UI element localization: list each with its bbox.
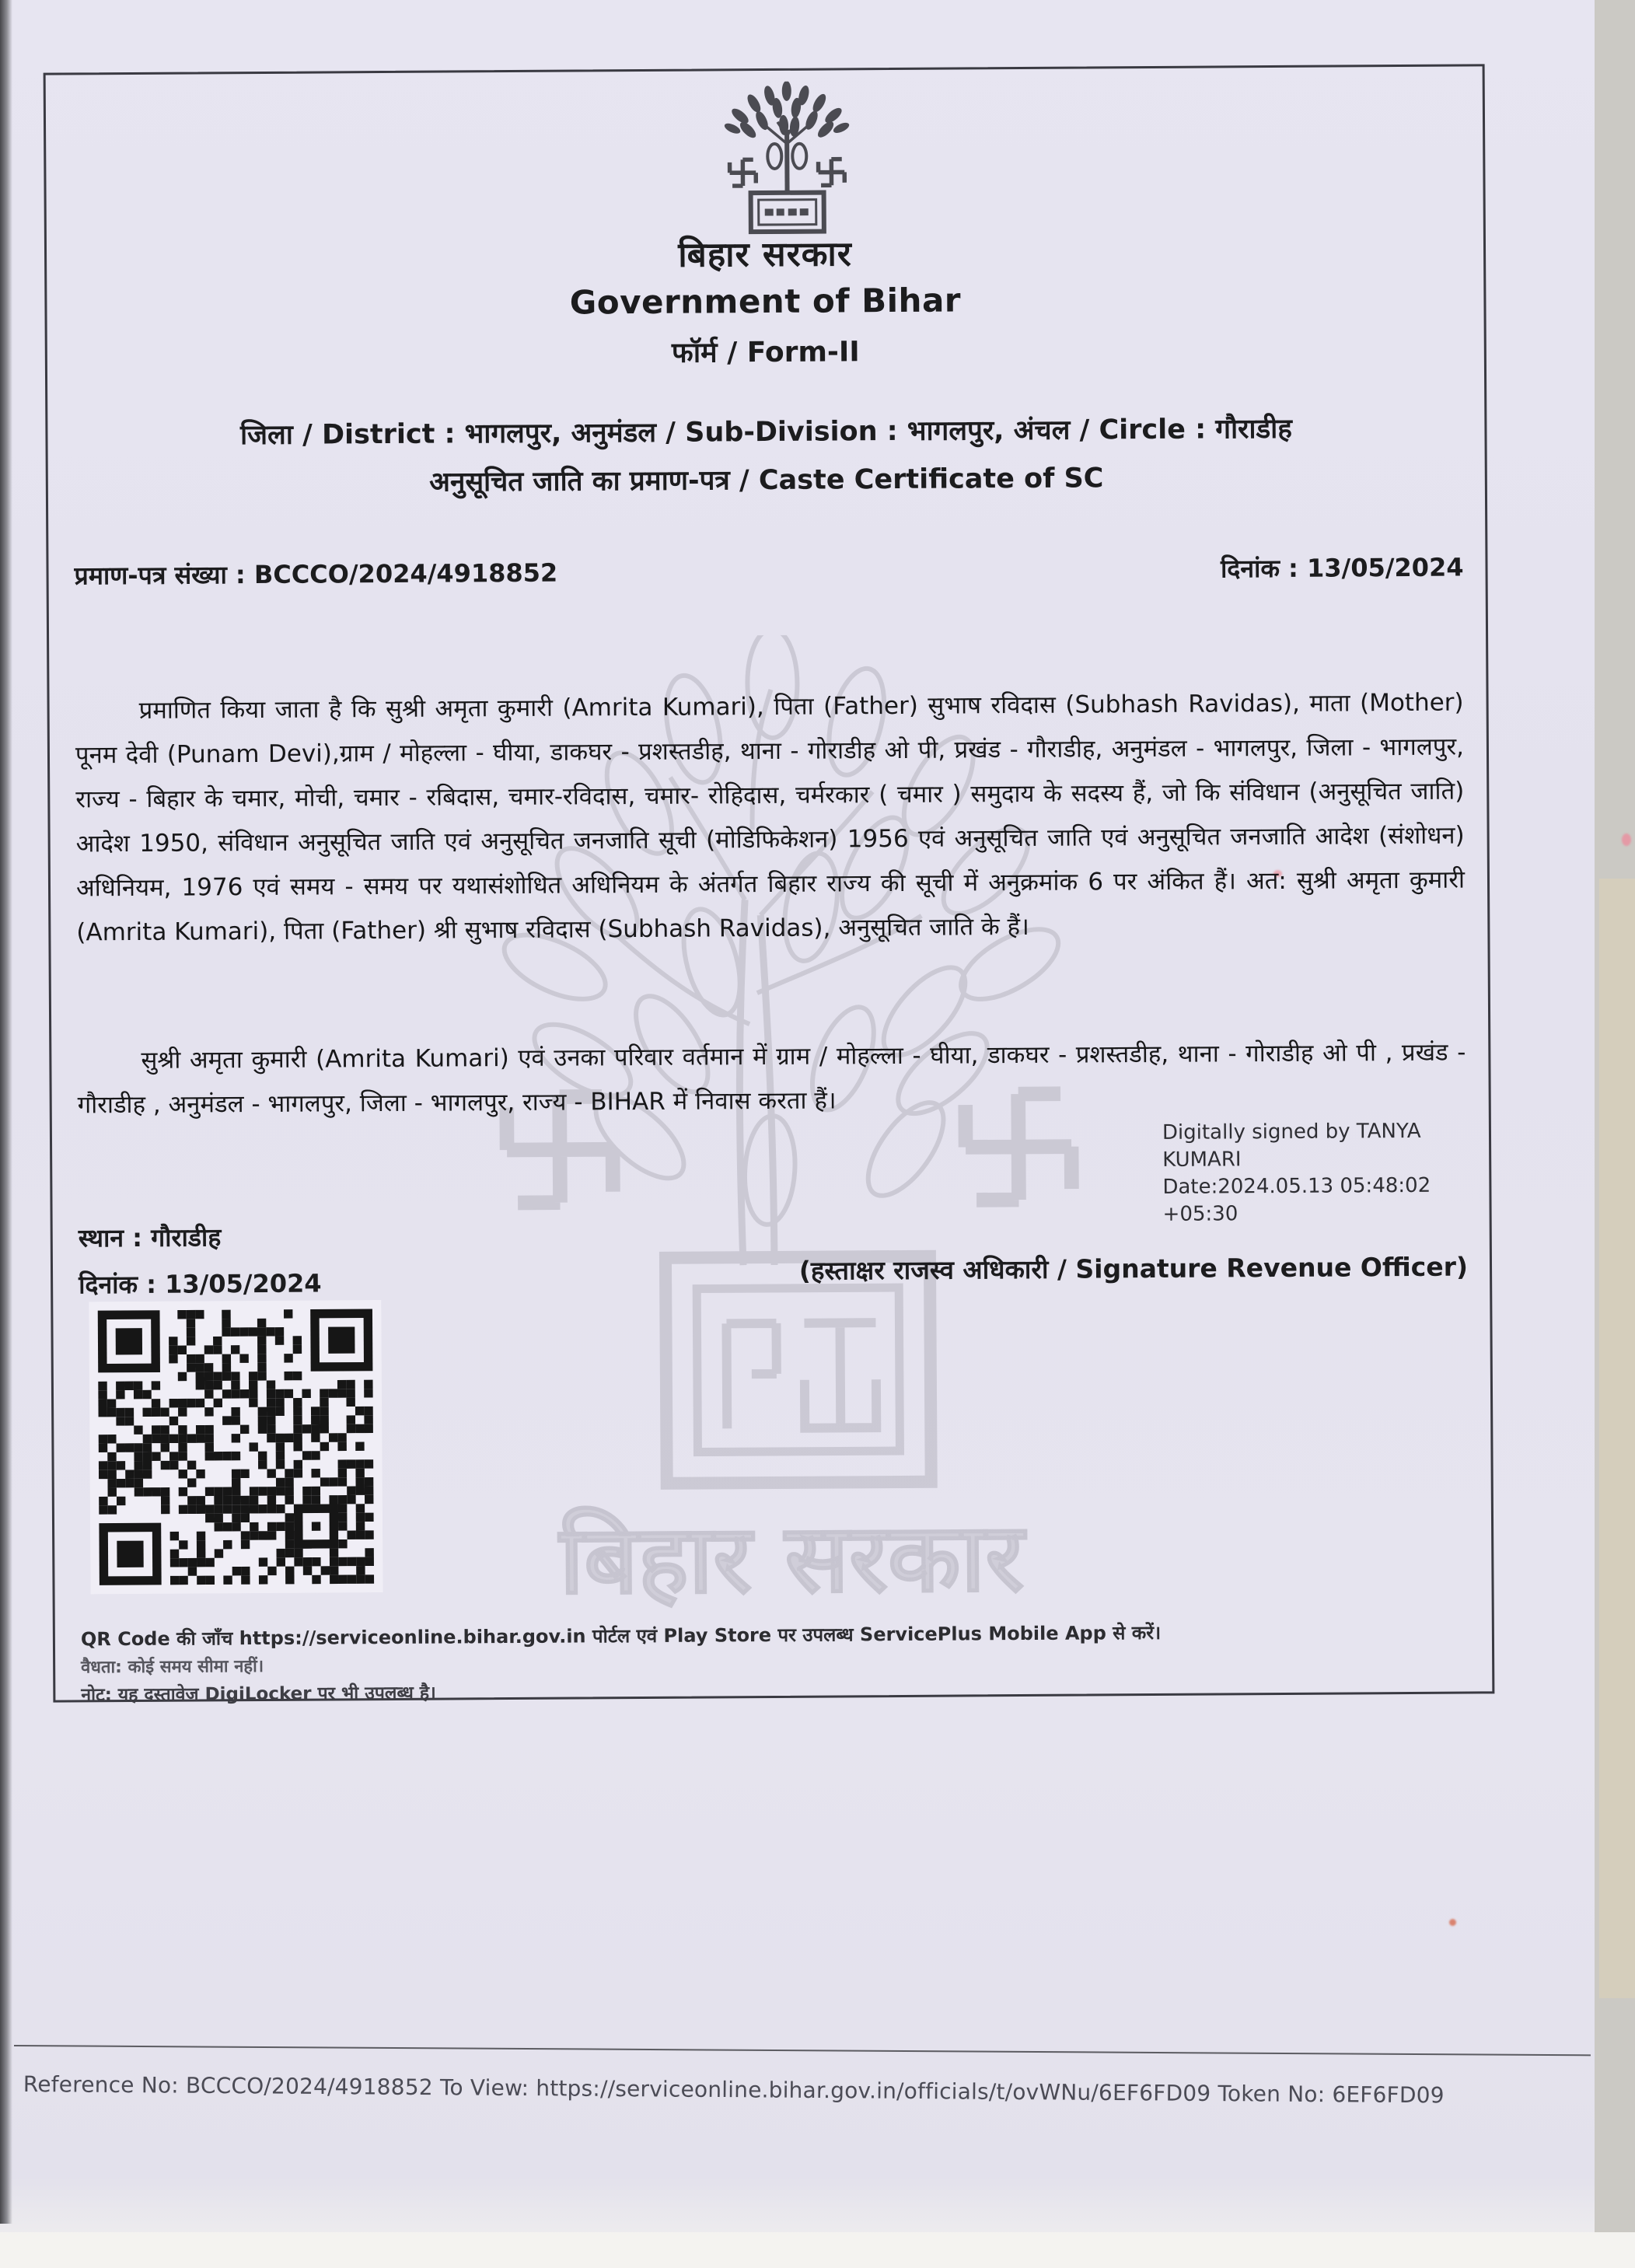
- scan-edge-left: [0, 0, 12, 2224]
- issue-date-label: दिनांक :: [1220, 553, 1299, 584]
- scan-artifact-dot: [1449, 1919, 1456, 1926]
- footer-divider: [14, 2045, 1591, 2056]
- certificate-number-label: प्रमाण-पत्र संख्या :: [74, 560, 246, 591]
- scan-artifact-dot: [1622, 833, 1631, 846]
- title-hindi: बिहार सरकार: [678, 234, 852, 275]
- place-label: स्थान :: [78, 1222, 143, 1253]
- validity-note: वैधता: कोई समय सीमा नहीं।: [81, 1656, 264, 1678]
- qr-code: [89, 1300, 383, 1594]
- form-number: फॉर्म / Form-II: [671, 336, 860, 369]
- footer-reference: Reference No: BCCCO/2024/4918852 To View: https://serviceonline.bihar.gov.in/officials/t/ovWNu/6EF6FD09 Token No: 6EF6FD09: [23, 2071, 1445, 2109]
- scan-edge-beige: [1599, 879, 1635, 1998]
- place-value: गौराडीह: [151, 1222, 222, 1253]
- date-label: दिनांक :: [79, 1269, 157, 1300]
- qr-verification-note: QR Code की जाँच https://serviceonline.bihar.gov.in पोर्टल एवं Play Store पर उपलब्ध ServicePlus Mobile App से करें।: [80, 1621, 1162, 1651]
- certificate-title: अनुसूचित जाति का प्रमाण-पत्र / Caste Certificate of SC: [429, 463, 1104, 498]
- digilocker-note: नोट: यह दस्तावेज DigiLocker पर भी उपलब्ध है।: [81, 1683, 436, 1706]
- digital-signature-line2: Date:2024.05.13 05:48:02 +05:30: [1162, 1173, 1431, 1226]
- title-english: Government of Bihar: [569, 281, 962, 322]
- certificate-paragraph-2: सुश्री अमृता कुमारी (Amrita Kumari) एवं उनका परिवार वर्तमान में ग्राम / मोहल्ला - घीया, डाकघर - प्रशस्तडीह, थाना - गोराडीह ओ पी , प्रखंड - गौराडीह , अनुमंडल - भागलपुर, जिला - भागलपुर, राज्य - BIHAR में निवास करता हैं।: [77, 1038, 1466, 1120]
- watermark-text: बिहार सरकार: [559, 1502, 1025, 1616]
- certificate-number-value: BCCCO/2024/4918852: [253, 557, 558, 590]
- place-row: [79, 1220, 222, 1254]
- date-value: 13/05/2024: [165, 1268, 322, 1299]
- issue-date-value: 13/05/2024: [1306, 552, 1464, 583]
- scan-edge-bottom: [0, 2232, 1635, 2268]
- district-subdivision-circle-line: जिला / District : भागलपुर, अनुमंडल / Sub-Division : भागलपुर, अंचल / Circle : गौराडीह: [239, 413, 1292, 452]
- digital-signature-line1: Digitally signed by TANYA KUMARI: [1162, 1119, 1421, 1172]
- date-row: [79, 1267, 322, 1302]
- issue-date-row: [1221, 550, 1464, 585]
- qr-code-icon: [89, 1300, 383, 1594]
- digital-signature-block: [1162, 1117, 1490, 1228]
- bihar-government-emblem-icon: [709, 81, 865, 236]
- certificate-frame: [44, 64, 1495, 1706]
- revenue-officer-signature-label: (हस्ताक्षर राजस्व अधिकारी / Signature Revenue Officer): [798, 1251, 1469, 1286]
- certificate-paragraph-1: प्रमाणित किया जाता है कि सुश्री अमृता कुमारी (Amrita Kumari), पिता (Father) सुभाष रविदास (Subhash Ravidas), माता (Mother) पूनम देवी (Punam Devi),ग्राम / मोहल्ला - घीया, डाकघर - प्रशस्तडीह, थाना - गोराडीह ओ पी, प्रखंड - गौराडीह, अनुमंडल - भागलपुर, जिला - भागलपुर, राज्य - बिहार के चमार, मोची, चमार - रबिदास, चमार-रविदास, चमार- रोहिदास, चर्मरकार ( चमार ) समुदाय के सदस्य हैं, जो कि संविधान (अनुसूचित जाति) आदेश 1950, संविधान अनुसूचित जाति एवं अनुसूचित जनजाति सूची (मोडिफिकेशन) 1956 एवं अनुसूचित जाति एवं अनुसूचित जनजाति आदेश (संशोधन) अधिनियम, 1976 एवं समय - समय पर यथासंशोधित अधिनियम के अंतर्गत बिहार राज्य की सूची में अनुक्रमांक 6 पर अंकित हैं। अत: सुश्री अमृता कुमारी (Amrita Kumari), पिता (Father) श्री सुभाष रविदास (Subhash Ravidas), अनुसूचित जाति के हैं।: [75, 688, 1466, 947]
- certificate-number-row: [74, 556, 557, 592]
